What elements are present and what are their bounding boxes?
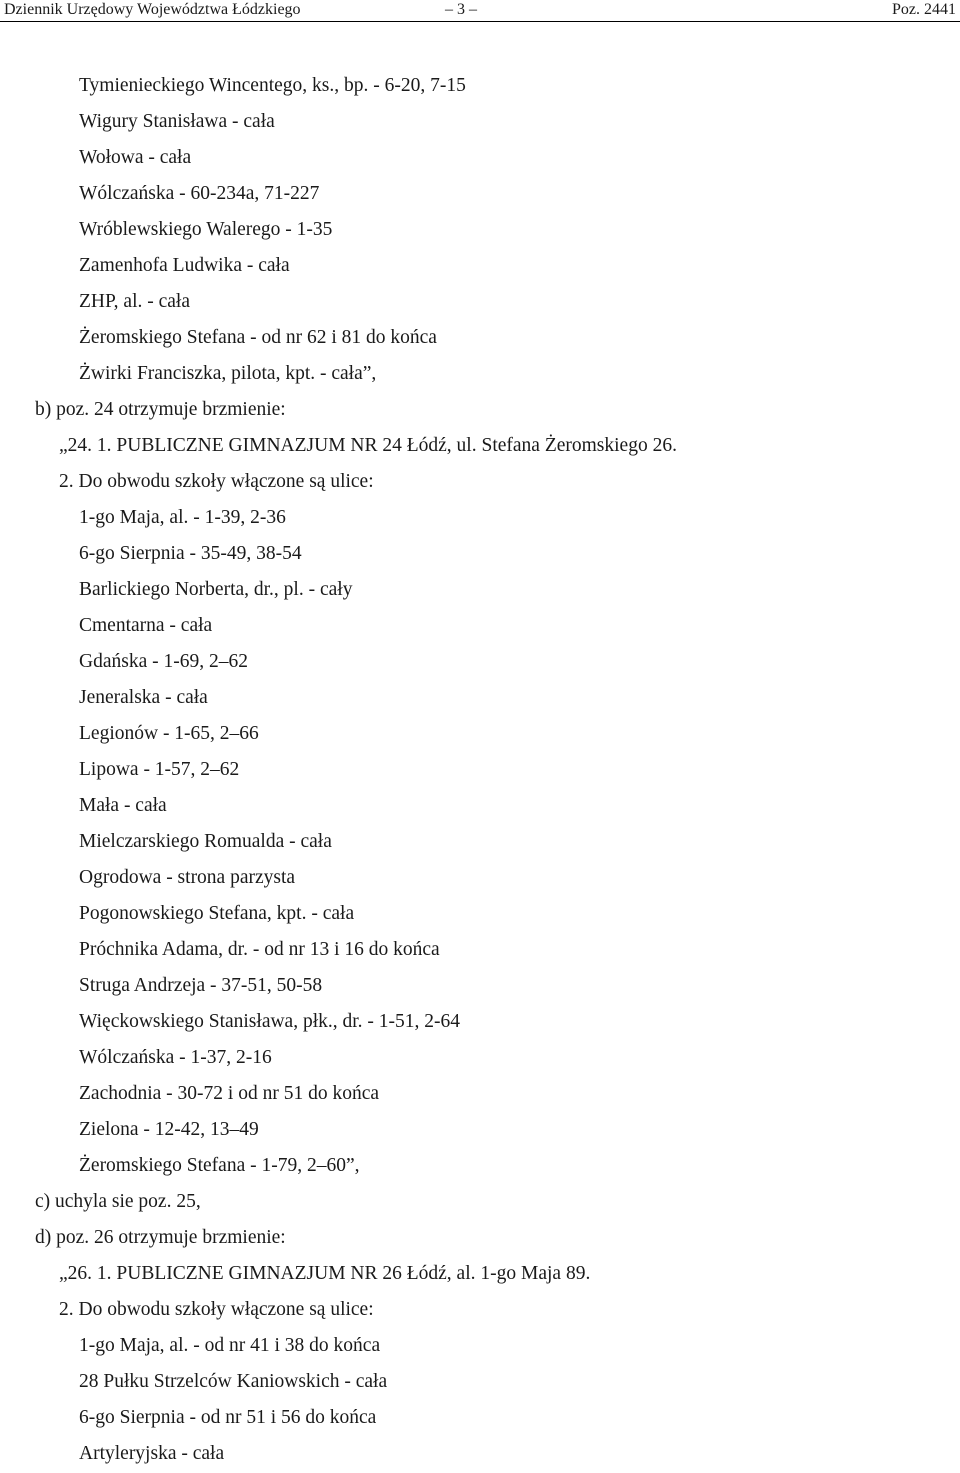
street-entry: Pogonowskiego Stefana, kpt. - cała	[79, 903, 355, 924]
street-entry: Wróblewskiego Walerego - 1-35	[79, 219, 333, 240]
street-entry: Mała - cała	[79, 795, 167, 816]
page-number: – 3 –	[445, 1, 477, 18]
street-entry: Żeromskiego Stefana - od nr 62 i 81 do końca	[79, 327, 437, 348]
position-number: Poz. 2441	[892, 1, 956, 18]
list-item-c: c) uchyla sie poz. 25,	[35, 1191, 201, 1212]
street-entry: Tymienieckiego Wincentego, ks., bp. - 6-20, 7-15	[79, 75, 466, 96]
district-intro: 2. Do obwodu szkoły włączone są ulice:	[59, 471, 374, 492]
journal-title: Dziennik Urzędowy Województwa Łódzkiego	[4, 1, 301, 18]
street-entry: Barlickiego Norberta, dr., pl. - cały	[79, 579, 353, 600]
street-entry: Mielczarskiego Romualda - cała	[79, 831, 332, 852]
street-entry: Żeromskiego Stefana - 1-79, 2–60”,	[79, 1155, 360, 1176]
header-divider	[0, 21, 960, 22]
street-entry: Struga Andrzeja - 37-51, 50-58	[79, 975, 323, 996]
street-entry: Wólczańska - 60-234a, 71-227	[79, 183, 320, 204]
street-entry: 1-go Maja, al. - od nr 41 i 38 do końca	[79, 1335, 381, 1356]
list-item-b: b) poz. 24 otrzymuje brzmienie:	[35, 399, 286, 420]
street-entry: Gdańska - 1-69, 2–62	[79, 651, 248, 672]
street-entry: 28 Pułku Strzelców Kaniowskich - cała	[79, 1371, 388, 1392]
street-entry: Próchnika Adama, dr. - od nr 13 i 16 do końca	[79, 939, 440, 960]
street-entry: 6-go Sierpnia - 35-49, 38-54	[79, 543, 302, 564]
street-entry: Więckowskiego Stanisława, płk., dr. - 1-51, 2-64	[79, 1011, 461, 1032]
street-entry: Jeneralska - cała	[79, 687, 208, 708]
school-heading: „26. 1. PUBLICZNE GIMNAZJUM NR 26 Łódź, al. 1-go Maja 89.	[59, 1263, 591, 1284]
school-heading: „24. 1. PUBLICZNE GIMNAZJUM NR 24 Łódź, ul. Stefana Żeromskiego 26.	[59, 435, 677, 456]
street-entry: Żwirki Franciszka, pilota, kpt. - cała”,	[79, 363, 377, 384]
street-entry: Legionów - 1-65, 2–66	[79, 723, 259, 744]
street-entry: Wólczańska - 1-37, 2-16	[79, 1047, 272, 1068]
street-entry: ZHP, al. - cała	[79, 291, 191, 312]
district-intro: 2. Do obwodu szkoły włączone są ulice:	[59, 1299, 374, 1320]
street-entry: Lipowa - 1-57, 2–62	[79, 759, 240, 780]
street-entry: Ogrodowa - strona parzysta	[79, 867, 296, 888]
street-entry: Zachodnia - 30-72 i od nr 51 do końca	[79, 1083, 380, 1104]
street-entry: Wołowa - cała	[79, 147, 192, 168]
street-entry: 1-go Maja, al. - 1-39, 2-36	[79, 507, 286, 528]
list-item-d: d) poz. 26 otrzymuje brzmienie:	[35, 1227, 286, 1248]
street-entry: Zielona - 12-42, 13–49	[79, 1119, 259, 1140]
street-entry: Wigury Stanisława - cała	[79, 111, 275, 132]
street-entry: 6-go Sierpnia - od nr 51 i 56 do końca	[79, 1407, 377, 1428]
page-header	[4, 0, 956, 22]
street-entry: Zamenhofa Ludwika - cała	[79, 255, 290, 276]
street-entry: Artyleryjska - cała	[79, 1443, 225, 1464]
street-entry: Cmentarna - cała	[79, 615, 213, 636]
